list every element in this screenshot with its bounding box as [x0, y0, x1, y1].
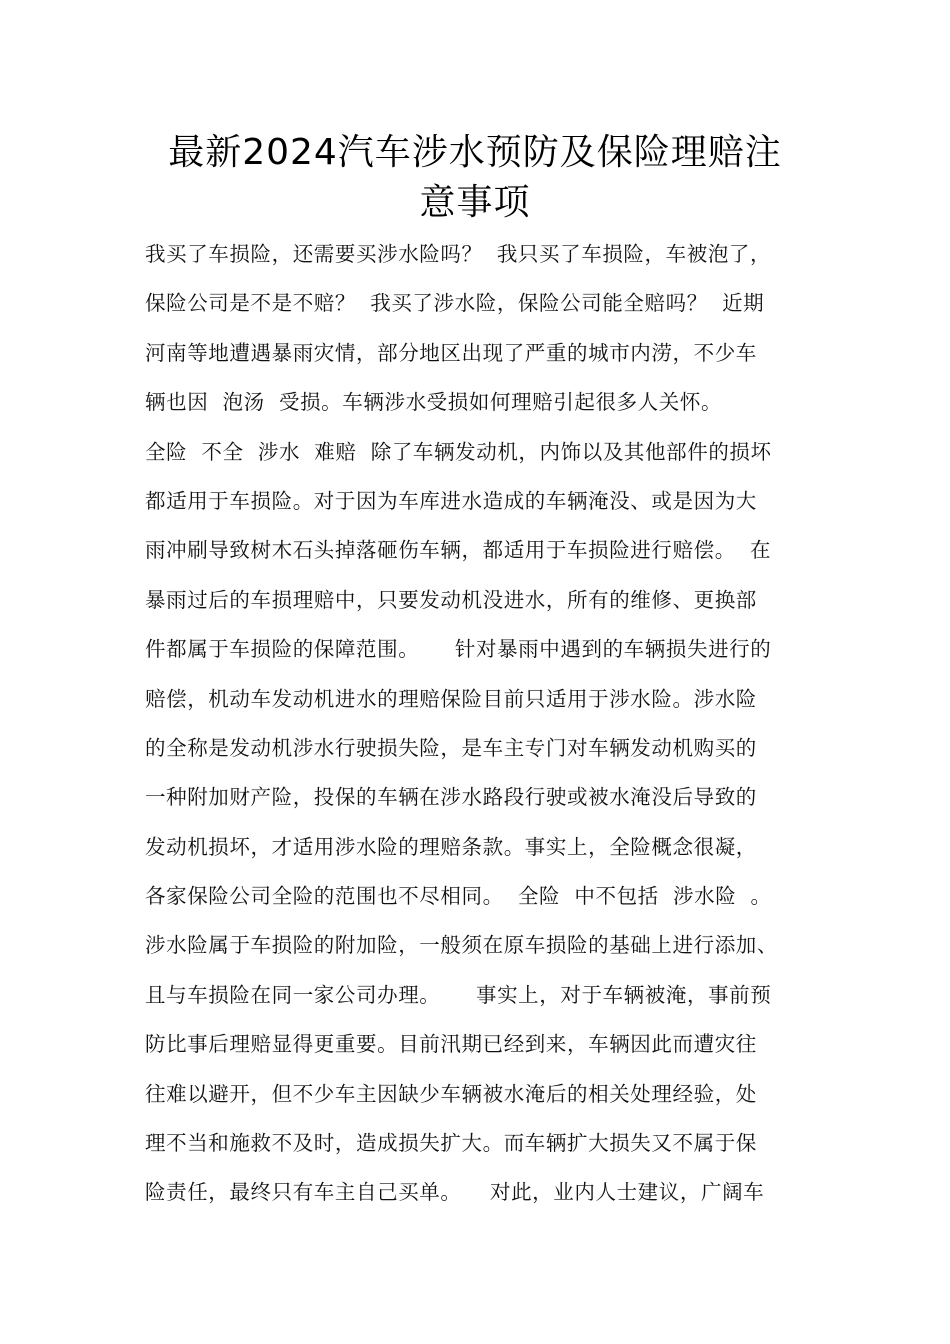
body-line: 防比事后理赔显得更重要。目前汛期已经到来，车辆因此而遭灾往	[145, 1032, 757, 1057]
body-line: 全险 不全 涉水 难赔 除了车辆发动机，内饰以及其他部件的损坏	[145, 439, 772, 464]
body-line: 险责任，最终只有车主自己买单。 对此，业内人士建议，广阔车	[145, 1180, 765, 1205]
body-line: 理不当和施救不及时，造成损失扩大。而车辆扩大损失又不属于保	[145, 1131, 757, 1156]
body-line: 都适用于车损险。对于因为车库进水造成的车辆淹没、或是因为大	[145, 488, 757, 513]
body-line: 赔偿，机动车发动机进水的理赔保险目前只适用于涉水险。涉水险	[145, 686, 757, 711]
body-line: 保险公司是不是不赔？ 我买了涉水险，保险公司能全赔吗？ 近期	[145, 291, 765, 316]
body-line: 各家保险公司全险的范围也不尽相同。 全险 中不包括 涉水险 。	[145, 884, 772, 909]
body-line: 涉水险属于车损险的附加险，一般须在原车损险的基础上进行添加、	[145, 933, 778, 958]
body-paragraph	[145, 230, 845, 1218]
body-line: 辆也因 泡汤 受损。车辆涉水受损如何理赔引起很多人关怀。	[145, 390, 723, 415]
body-line: 雨冲刷导致树木石头掉落砸伤车辆，都适用于车损险进行赔偿。 在	[145, 538, 772, 563]
body-line: 暴雨过后的车损理赔中，只要发动机没进水，所有的维修、更换部	[145, 587, 757, 612]
body-line: 我买了车损险，还需要买涉水险吗？ 我只买了车损险，车被泡了，	[145, 242, 772, 266]
title-line: 最新2024汽车涉水预防及保险理赔注	[168, 132, 782, 173]
body-line: 发动机损坏，才适用涉水险的理赔条款。事实上，全险概念很凝，	[145, 834, 757, 859]
body-line: 一种附加财产险，投保的车辆在涉水路段行驶或被水淹没后导致的	[145, 785, 757, 810]
body-line: 件都属于车损险的保障范围。 针对暴雨中遇到的车辆损失进行的	[145, 637, 772, 662]
body-line: 的全称是发动机涉水行驶损失险，是车主专门对车辆发动机购买的	[145, 735, 757, 760]
document-title	[140, 128, 810, 228]
body-line: 往难以避开，但不少车主因缺少车辆被水淹后的相关处理经验，处	[145, 1081, 757, 1106]
body-line: 且与车损险在同一家公司办理。 事实上，对于车辆被淹，事前预	[145, 982, 772, 1007]
body-line: 河南等地遭遇暴雨灾情，部分地区出现了严重的城市内涝，不少车	[145, 340, 757, 365]
title-line: 意事项	[419, 182, 531, 223]
